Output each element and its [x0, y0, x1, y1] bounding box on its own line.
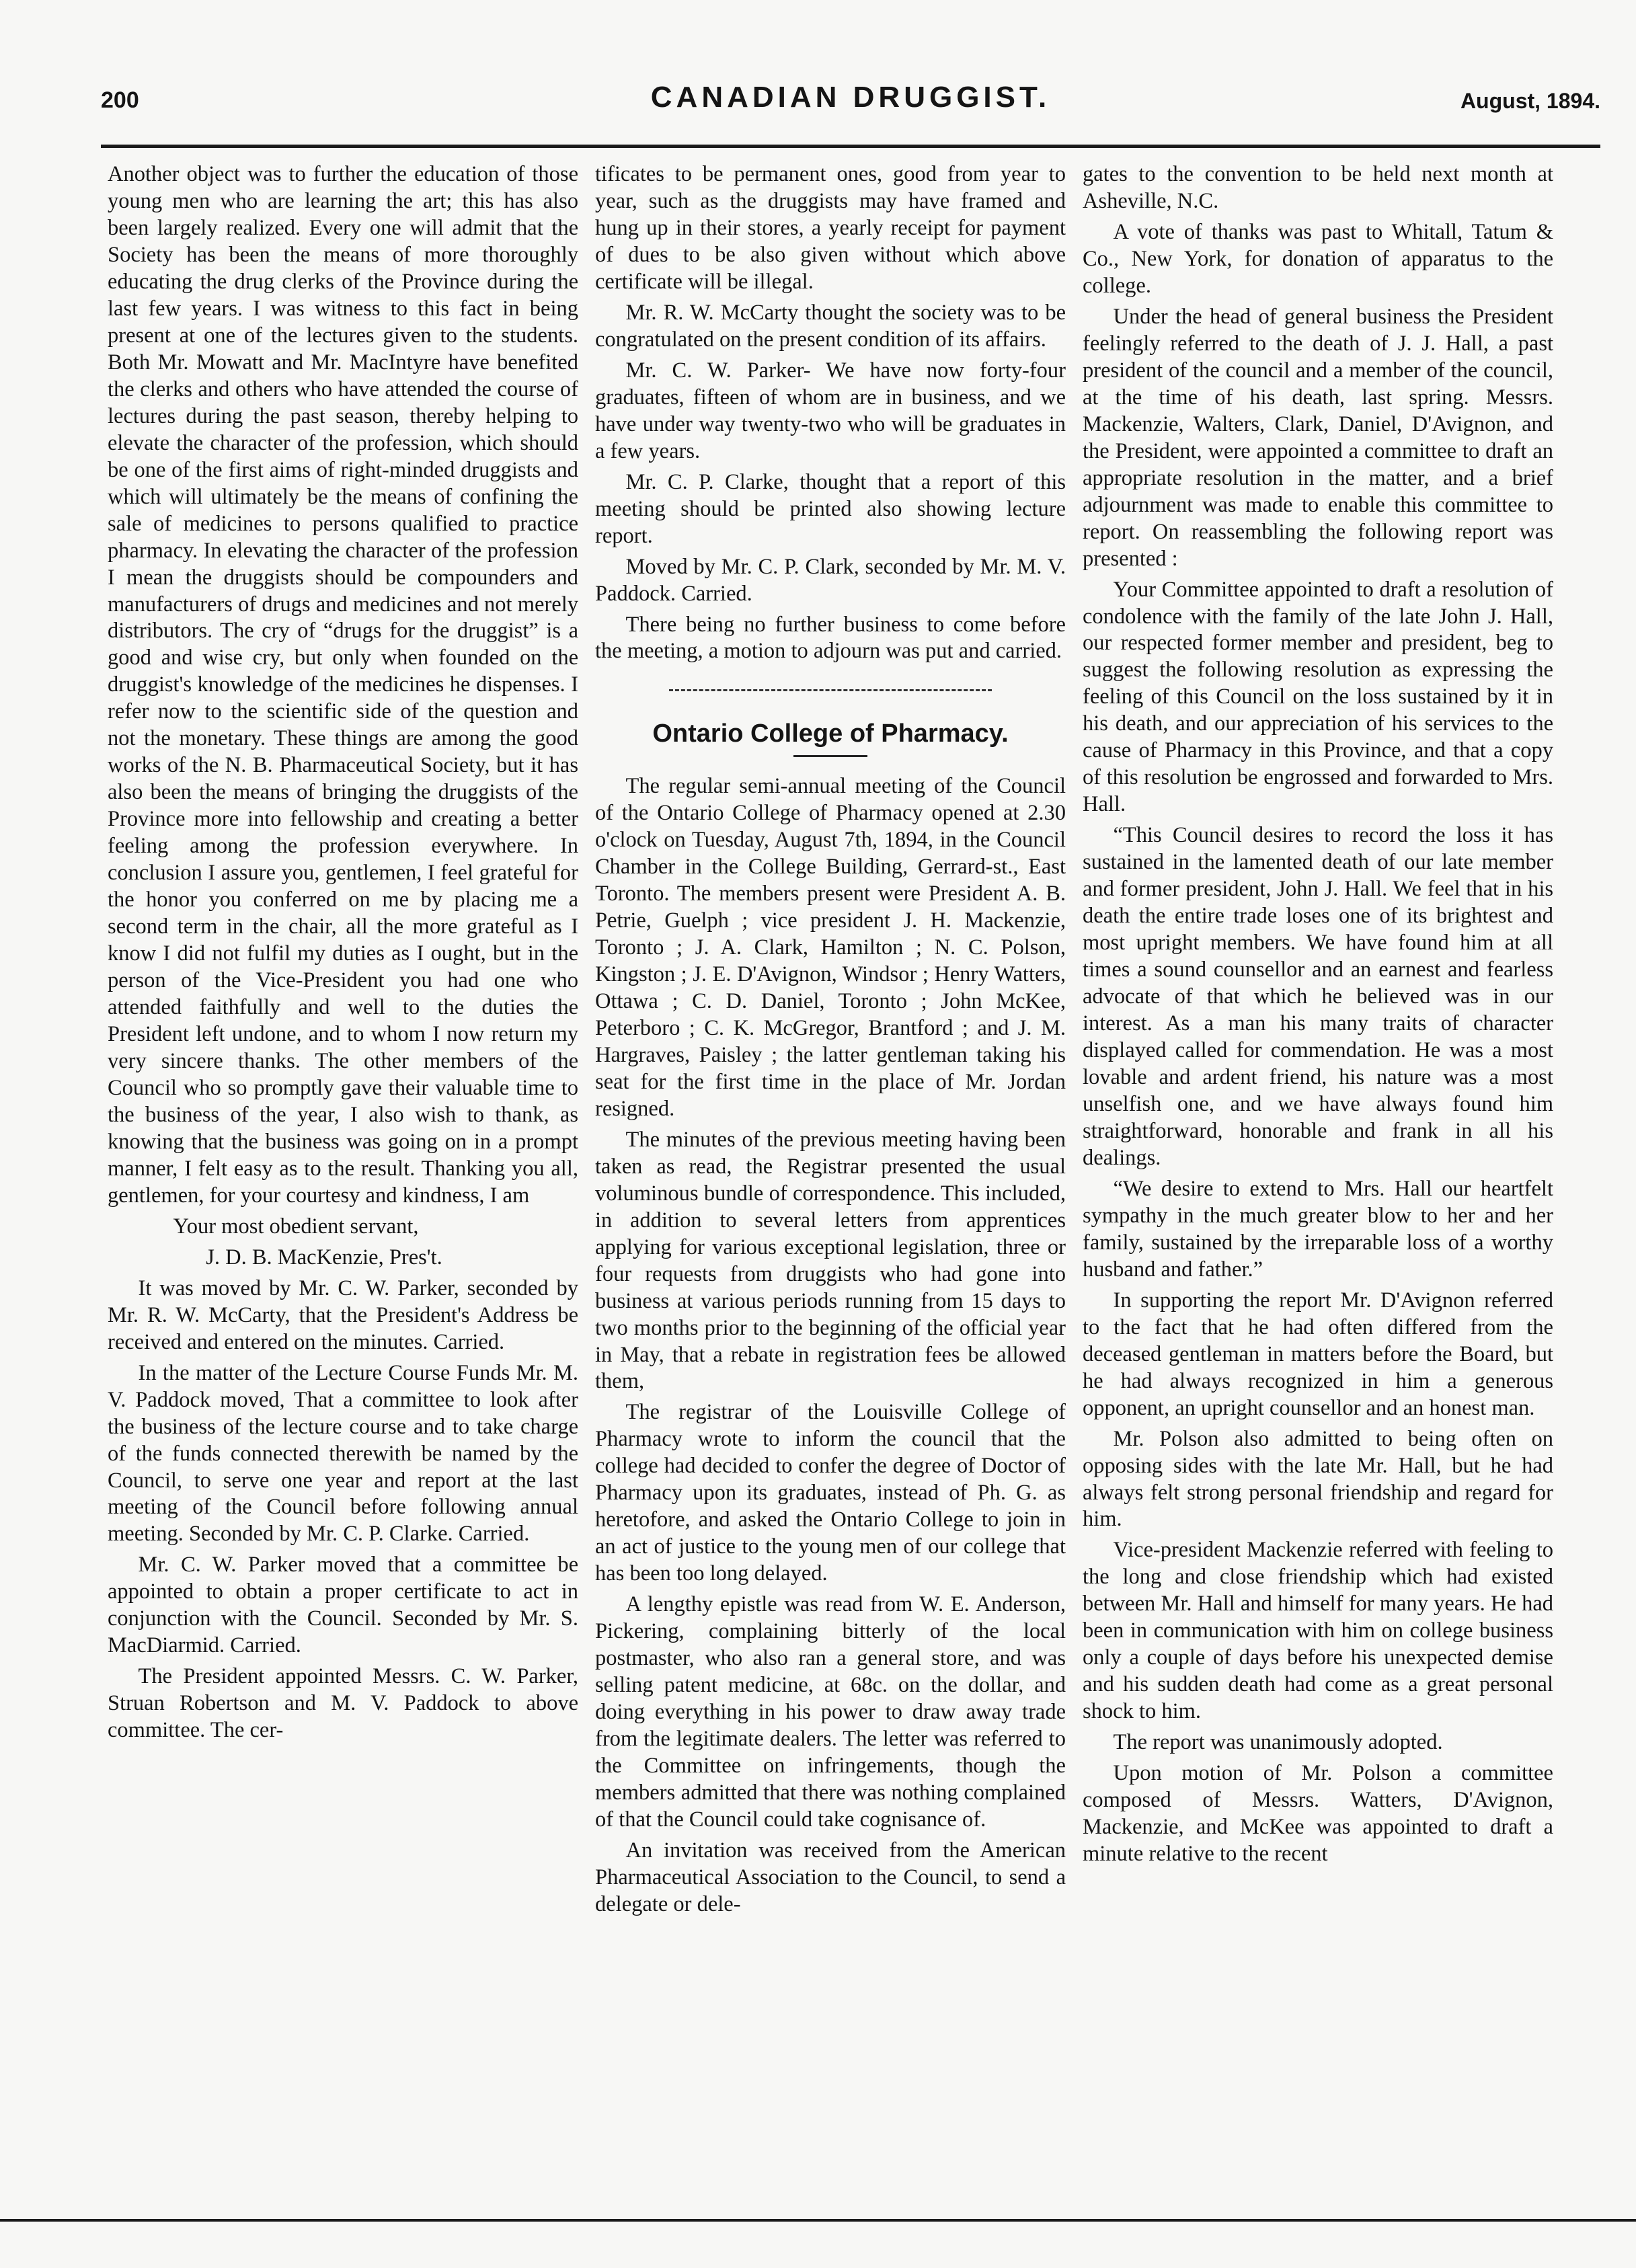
header-rule [101, 145, 1600, 148]
paragraph: The registrar of the Louisville College of Pharmacy wrote to inform the council that the college had decided to confer the degree of Doctor of Pharmacy upon its graduates, instead of Ph. G. as heretofore, and asked the Ontario College to join in an act of justice to the young men of our college that has been too long delayed. [595, 1400, 1066, 1586]
paragraph: In the matter of the Lecture Course Funds Mr. M. V. Paddock moved, That a committee to look after the business of the lecture course and to take charge of the funds connected therewith be named by the Council, to serve one year and report at the last meeting of the Council before following annual meeting. Seconded by Mr. C. P. Clarke. Carried. [108, 1360, 578, 1547]
paragraph: In supporting the report Mr. D'Avignon referred to the fact that he had often differed from the deceased gentleman in matters before the Board, but he had always recognized in him a generous opponent, an upright counsellor and an honest man. [1083, 1288, 1553, 1420]
letter-signature: J. D. B. MacKenzie, Pres't. [206, 1245, 442, 1269]
paragraph: Vice-president Mackenzie referred with feeling to the long and close friendship which had existed between Mr. Hall and himself for many years. He had been in communication with him on college business only a couple of days before his unexpected demise and his sudden death had come as a great personal shock to him. [1083, 1538, 1553, 1724]
paragraph: Mr. C. W. Parker moved that a committee be appointed to obtain a proper certificate to act in conjunction with the Council. Seconded by Mr. S. MacDiarmid. Carried. [108, 1553, 578, 1658]
paragraph: An invitation was received from the American Pharmaceutical Association to the Council, to send a delegate or dele- [595, 1838, 1066, 1916]
issue-date: August, 1894. [1460, 89, 1600, 113]
paragraph: A vote of thanks was past to Whitall, Tatum & Co., New York, for donation of apparatus to the college. [1083, 219, 1553, 298]
column-3 [1083, 161, 1553, 2205]
footer-rule [0, 2219, 1636, 2222]
paragraph: Another object was to further the education of those young men who are learning the art; this has also been largely realized. Every one will admit that the Society has been the means of more thoroughly educating the drug clerks of the Province during the last few years. I was witness to this fact in being present at one of the lectures given to the students. Both Mr. Mowatt and Mr. MacIntyre have benefited the clerks and others who have attended the course of lectures during the past season, thereby helping to elevate the character of the profession, which should be one of the first aims of right-minded druggists and which will ultimately be the means of confining the sale of medicines to persons qualified to practice pharmacy. In elevating the character of the profession I mean the druggists should be compounders and manufacturers of drugs and medicines and not merely distributors. The cry of “drugs for the druggist” is a good and wise cry, but only when founded on the druggist's knowledge of the medicines he dispenses. I refer now to the scientific side of the question and not the monetary. These things are among the good works of the N. B. Pharmaceutical Society, but it has also been the means of bringing the druggists of the Province more into fellowship and creating a better feeling among the profession everywhere. In conclusion I assure you, gentlemen, I feel grateful for the honor you conferred on me by placing me a second term in the chair, all the more grateful as I know I did not fulfil my duties as I ought, but in the person of the Vice-President you had one who attended faithfully and well to the duties the President left undone, and to whom I now return my very sincere thanks. The other members of the Council who so promptly gave their valuable time to the business of the year, I also wish to thank, as knowing that the business was going on in a prompt manner, I felt easy as to the result. Thanking you all, gentlemen, for your courtesy and kindness, I am [108, 162, 578, 1208]
page-header [101, 81, 1600, 134]
paragraph: A lengthy epistle was read from W. E. Anderson, Pickering, complaining bitterly of the local postmaster, who also ran a general store, and was selling patent medicine, at 68c. on the dollar, and doing everything in his power to draw away trade from the legitimate dealers. The letter was referred to the Committee on infringements, though the members admitted that there was nothing complained of that the Council could take cognisance of. [595, 1592, 1066, 1832]
title-underline [793, 755, 867, 757]
paragraph: tificates to be permanent ones, good from year to year, such as the druggists may have framed and hung up in their stores, a yearly receipt for payment of dues to be also given without which above certificate will be illegal. [595, 162, 1066, 294]
paragraph: The President appointed Messrs. C. W. Parker, Struan Robertson and M. V. Paddock to above committee. The cer- [108, 1664, 578, 1743]
paragraph: The regular semi-annual meeting of the Council of the Ontario College of Pharmacy opened at 2.30 o'clock on Tuesday, August 7th, 1894, in the Council Chamber in the College Building, Gerrard-st., East Toronto. The members present were President A. B. Petrie, Guelph ; vice president J. H. Mackenzie, Toronto ; J. A. Clark, Hamilton ; N. C. Polson, Kingston ; J. E. D'Avignon, Windsor ; Henry Watters, Ottawa ; C. D. Daniel, Toronto ; John McKee, Peterboro ; C. K. McGregor, Brantford ; and J. M. Hargraves, Paisley ; the latter gentleman taking his seat for the first time in the place of Mr. Jordan resigned. [595, 774, 1066, 1121]
paragraph: “We desire to extend to Mrs. Hall our heartfelt sympathy in the much greater blow to her and her family, sustained by the irreparable loss of a worthy husband and father.” [1083, 1176, 1553, 1282]
paragraph: Upon motion of Mr. Polson a committee composed of Messrs. Watters, D'Avignon, Mackenzie, and McKee was appointed to draft a minute relative to the recent [1083, 1761, 1553, 1867]
paragraph: Under the head of general business the President feelingly referred to the death of J. J. Hall, a past president of the council and a member of the council, at the time of his death, last spring. Messrs. Mackenzie, Walters, Clark, Daniel, D'Avignon, and the President, were appointed a committee to draft an appropriate resolution in the matter, and a brief adjournment was made to enable this committee to report. On reassembling the following report was presented : [1083, 304, 1553, 571]
paragraph: Mr. C. W. Parker- We have now forty-four graduates, fifteen of whom are in business, and we have under way twenty-two who will be graduates in a few years. [595, 358, 1066, 463]
journal-title: CANADIAN DRUGGIST. [650, 81, 1051, 114]
column-2 [595, 161, 1066, 2205]
letter-signoff: Your most obedient servant, [173, 1214, 419, 1239]
paragraph: The report was unanimously adopted. [1113, 1730, 1443, 1755]
paragraph: Mr. C. P. Clarke, thought that a report of this meeting should be printed also showing lecture report. [595, 469, 1066, 548]
paragraph: The minutes of the previous meeting having been taken as read, the Registrar presented the usual voluminous bundle of correspondence. This included, in addition to several letters from apprentices applying for various exceptional legislation, three or four requests from druggists who had gone into business at various periods running from 15 days to two months prior to the beginning of the official year in May, that a rebate in registration fees be allowed them, [595, 1127, 1066, 1394]
section-divider [669, 689, 992, 691]
page-number: 200 [101, 87, 139, 113]
column-1 [108, 161, 578, 2205]
paragraph: Mr. Polson also admitted to being often on opposing sides with the late Mr. Hall, but he had always felt strong personal friendship and regard for him. [1083, 1426, 1553, 1532]
paragraph: gates to the convention to be held next month at Asheville, N.C. [1083, 162, 1553, 213]
section-title: Ontario College of Pharmacy. [652, 719, 1009, 748]
paragraph: Mr. R. W. McCarty thought the society was to be congratulated on the present condition of its affairs. [595, 300, 1066, 352]
paragraph: It was moved by Mr. C. W. Parker, seconded by Mr. R. W. McCarty, that the President's Address be received and entered on the minutes. Carried. [108, 1276, 578, 1354]
paragraph: There being no further business to come before the meeting, a motion to adjourn was put and carried. [595, 612, 1066, 664]
paragraph: Your Committee appointed to draft a resolution of condolence with the family of the late John J. Hall, our respected former member and president, beg to suggest the following resolution as expressing the feeling of this Council on the loss sustained by it in his death, and our appreciation of his services to the cause of Pharmacy in this Province, and that a copy of this resolution be engrossed and forwarded to Mrs. Hall. [1083, 577, 1553, 817]
paragraph: “This Council desires to record the loss it has sustained in the lamented death of our late member and former president, John J. Hall. We feel that in his death the entire trade loses one of its brightest and most upright members. We have found him at all times a sound counsellor and an earnest and fearless advocate of that which he believed was in our interest. As a man his many traits of character displayed called for commendation. He was a most lovable and ardent friend, his nature was a most unselfish one, and we have always found him straightforward, honorable and frank in all his dealings. [1083, 823, 1553, 1170]
paragraph: Moved by Mr. C. P. Clark, seconded by Mr. M. V. Paddock. Carried. [595, 554, 1066, 606]
